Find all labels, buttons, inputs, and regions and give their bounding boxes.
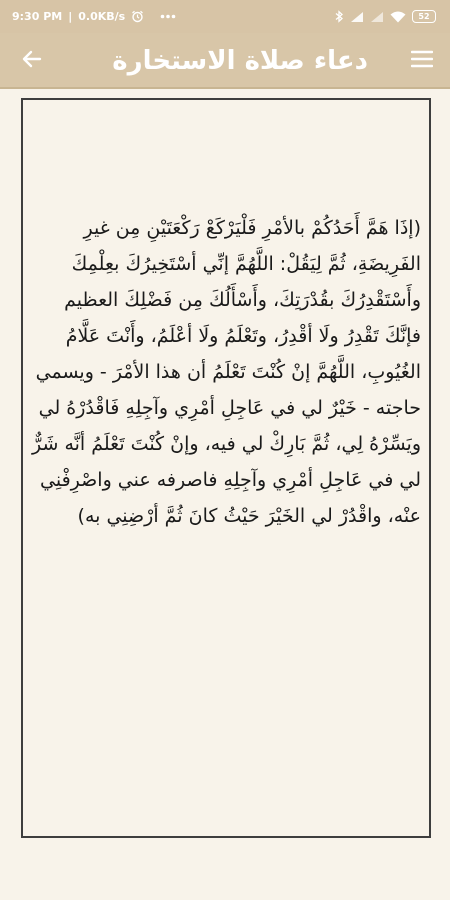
bottom-strip — [0, 894, 450, 900]
signal-icon — [370, 11, 384, 23]
status-left-group — [12, 10, 176, 23]
wifi-icon — [390, 11, 406, 23]
arrow-left-icon — [20, 47, 44, 75]
signal-icon — [350, 11, 364, 23]
page-title: دعاء صلاة الاستخارة — [112, 46, 368, 76]
status-time: 9:30 PM — [12, 10, 63, 23]
alarm-icon — [131, 10, 144, 23]
hamburger-menu-icon — [411, 50, 433, 72]
battery-level: 52 — [418, 12, 430, 21]
back-button[interactable] — [8, 33, 56, 89]
more-dots-icon — [160, 14, 176, 19]
content-frame — [21, 98, 431, 838]
battery-icon — [412, 10, 436, 23]
prayer-text: (إذَا هَمَّ أَحَدُكُمْ بالأمْرِ فَلْيَرْكَعْ رَكْعَتَيْنِ مِن غيرِ الفَرِيضَةِ، ثُمَّ لِيَقُلْ: اللَّهُمَّ إنِّي أسْتَخِيرُكَ بعِلْمِكَ وأَسْتَقْدِرُكَ بقُدْرَتِكَ، وأَسْأَلُكَ مِن فَضْلِكَ العظيم فإنَّكَ تَقْدِرُ ولَا أقْدِرُ، وتَعْلَمُ ولَا أعْلَمُ، وأَنْتَ عَلَّامُ الغُيُوبِ، اللَّهُمَّ إنْ كُنْتَ تَعْلَمُ أن هذا الأمْرَ - ويسمي حاجته - خَيْرٌ لي في عَاجِلِ أمْرِي وآجِلِهِ فَاقْدُرْهُ لي ويَسِّرْهُ لِي، ثُمَّ بَارِكْ لي فيه، وإنْ كُنْتَ تَعْلَمُ أنَّه شَرٌّ لي في عَاجِلِ أمْرِي وآجِلِهِ فاصرفه عني واصْرِفْنِي عنْه، واقْدُرْ لي الخَيْرَ حَيْثُ كانَ ثُمَّ أرْضِنِي به) — [32, 217, 421, 527]
status-right-group — [335, 10, 436, 23]
menu-button[interactable] — [398, 33, 446, 89]
network-speed: 0.0KB/s — [78, 10, 126, 23]
status-separator: | — [68, 10, 73, 23]
app-bar — [0, 33, 450, 89]
bluetooth-icon — [335, 10, 344, 23]
status-bar — [0, 0, 450, 33]
